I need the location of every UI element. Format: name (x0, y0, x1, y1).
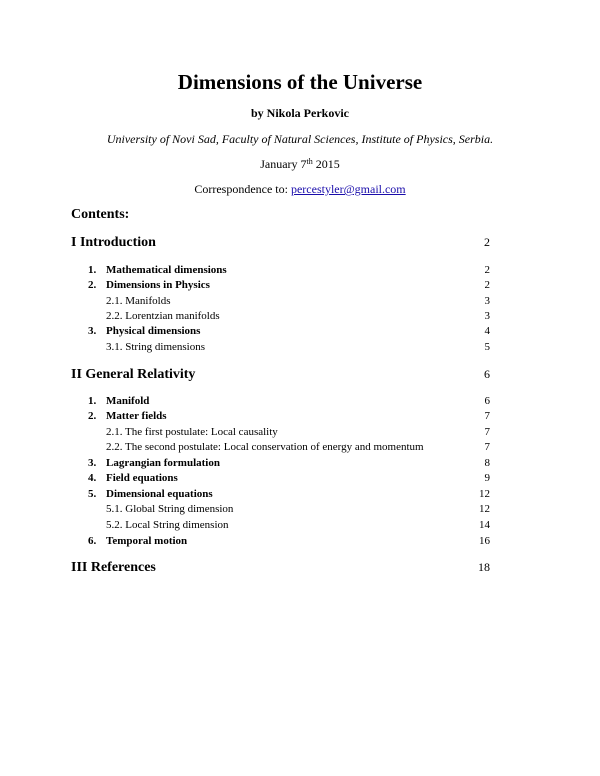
date-suffix: 2015 (312, 157, 340, 171)
toc-item-field-equations[interactable] (0, 472, 600, 488)
toc-page-number: 14 (479, 519, 490, 531)
toc-page-number: 2 (484, 279, 490, 291)
toc-item-dimensional-equations[interactable] (0, 488, 600, 504)
document-title: Dimensions of the Universe (177, 70, 423, 94)
toc-subitem-second-postulate[interactable] (0, 441, 600, 457)
toc-page-number: 6 (484, 367, 490, 381)
toc-label: Manifold (106, 395, 150, 407)
toc-page-number: 3 (484, 295, 490, 307)
date-prefix: January 7 (260, 157, 307, 171)
toc-number: 3. (88, 457, 97, 469)
toc-page-number: 7 (484, 410, 490, 422)
toc-page-number: 5 (484, 341, 490, 353)
toc-page-number: 7 (484, 426, 490, 438)
publication-date (0, 157, 600, 172)
toc-page-number: 12 (479, 503, 490, 515)
toc-page-number: 3 (484, 310, 490, 322)
toc-subitem-global-string-dimension[interactable] (0, 503, 600, 519)
toc-label: Field equations (106, 472, 178, 484)
toc-page-number: 7 (484, 441, 490, 453)
affiliation: University of Novi Sad, Faculty of Natural Sciences, Institute of Physics, Serbia. (106, 132, 494, 146)
toc-page-number: 16 (479, 535, 490, 547)
author-line: by Nikola Perkovic (251, 106, 349, 120)
toc-label: II General Relativity (71, 367, 196, 382)
date-superscript: th (306, 157, 313, 166)
toc-subitem-lorentzian-manifolds[interactable] (0, 310, 600, 326)
toc-item-dimensions-in-physics[interactable] (0, 279, 600, 295)
toc-section-introduction[interactable] (0, 235, 600, 251)
toc-page-number: 8 (484, 457, 490, 469)
toc-label: Dimensions in Physics (106, 279, 210, 291)
toc-label: 2.1. Manifolds (106, 295, 171, 307)
toc-label: Mathematical dimensions (106, 264, 227, 276)
correspondence (0, 182, 600, 197)
toc-page-number: 2 (484, 264, 490, 276)
toc-number: 1. (88, 395, 97, 407)
toc-subitem-first-postulate[interactable] (0, 426, 600, 442)
toc-subitem-string-dimensions[interactable] (0, 341, 600, 357)
toc-item-manifold[interactable] (0, 395, 600, 411)
toc-label: Physical dimensions (106, 325, 201, 337)
toc-label: 5.2. Local String dimension (106, 519, 229, 531)
toc-number: 5. (88, 488, 97, 500)
toc-label: Dimensional equations (106, 488, 213, 500)
toc-number: 4. (88, 472, 97, 484)
toc-page-number: 9 (484, 472, 490, 484)
toc-item-matter-fields[interactable] (0, 410, 600, 426)
toc-label: 2.2. The second postulate: Local conservation of energy and momentum (106, 441, 424, 453)
toc-number: 1. (88, 264, 97, 276)
toc-label: I Introduction (71, 235, 156, 250)
toc-page-number: 12 (479, 488, 490, 500)
toc-label: 3.1. String dimensions (106, 341, 206, 353)
toc-page-number: 18 (478, 560, 490, 574)
toc-label: 5.1. Global String dimension (106, 503, 234, 515)
toc-item-mathematical-dimensions[interactable] (0, 264, 600, 280)
toc-item-physical-dimensions[interactable] (0, 325, 600, 341)
toc-label: Lagrangian formulation (106, 457, 220, 469)
toc-item-temporal-motion[interactable] (0, 535, 600, 551)
toc-subitem-manifolds[interactable] (0, 295, 600, 311)
toc-label: Matter fields (106, 410, 167, 422)
toc-section-general-relativity[interactable] (0, 367, 600, 383)
toc-label: III References (71, 560, 156, 575)
toc-number: 6. (88, 535, 97, 547)
toc-item-lagrangian-formulation[interactable] (0, 457, 600, 473)
toc-subitem-local-string-dimension[interactable] (0, 519, 600, 535)
toc-label: 2.1. The first postulate: Local causality (106, 426, 278, 438)
email-link[interactable]: percestyler@gmail.com (290, 182, 406, 196)
toc-section-references[interactable] (0, 560, 600, 576)
correspondence-label: Correspondence to: (194, 182, 291, 196)
toc-label: Temporal motion (106, 535, 188, 547)
contents-heading: Contents: (71, 207, 130, 222)
toc-page-number: 6 (484, 395, 490, 407)
toc-number: 2. (88, 279, 97, 291)
toc-number: 3. (88, 325, 97, 337)
toc-page-number: 2 (484, 235, 490, 249)
toc-page-number: 4 (484, 325, 490, 337)
toc-number: 2. (88, 410, 97, 422)
toc-label: 2.2. Lorentzian manifolds (106, 310, 220, 322)
